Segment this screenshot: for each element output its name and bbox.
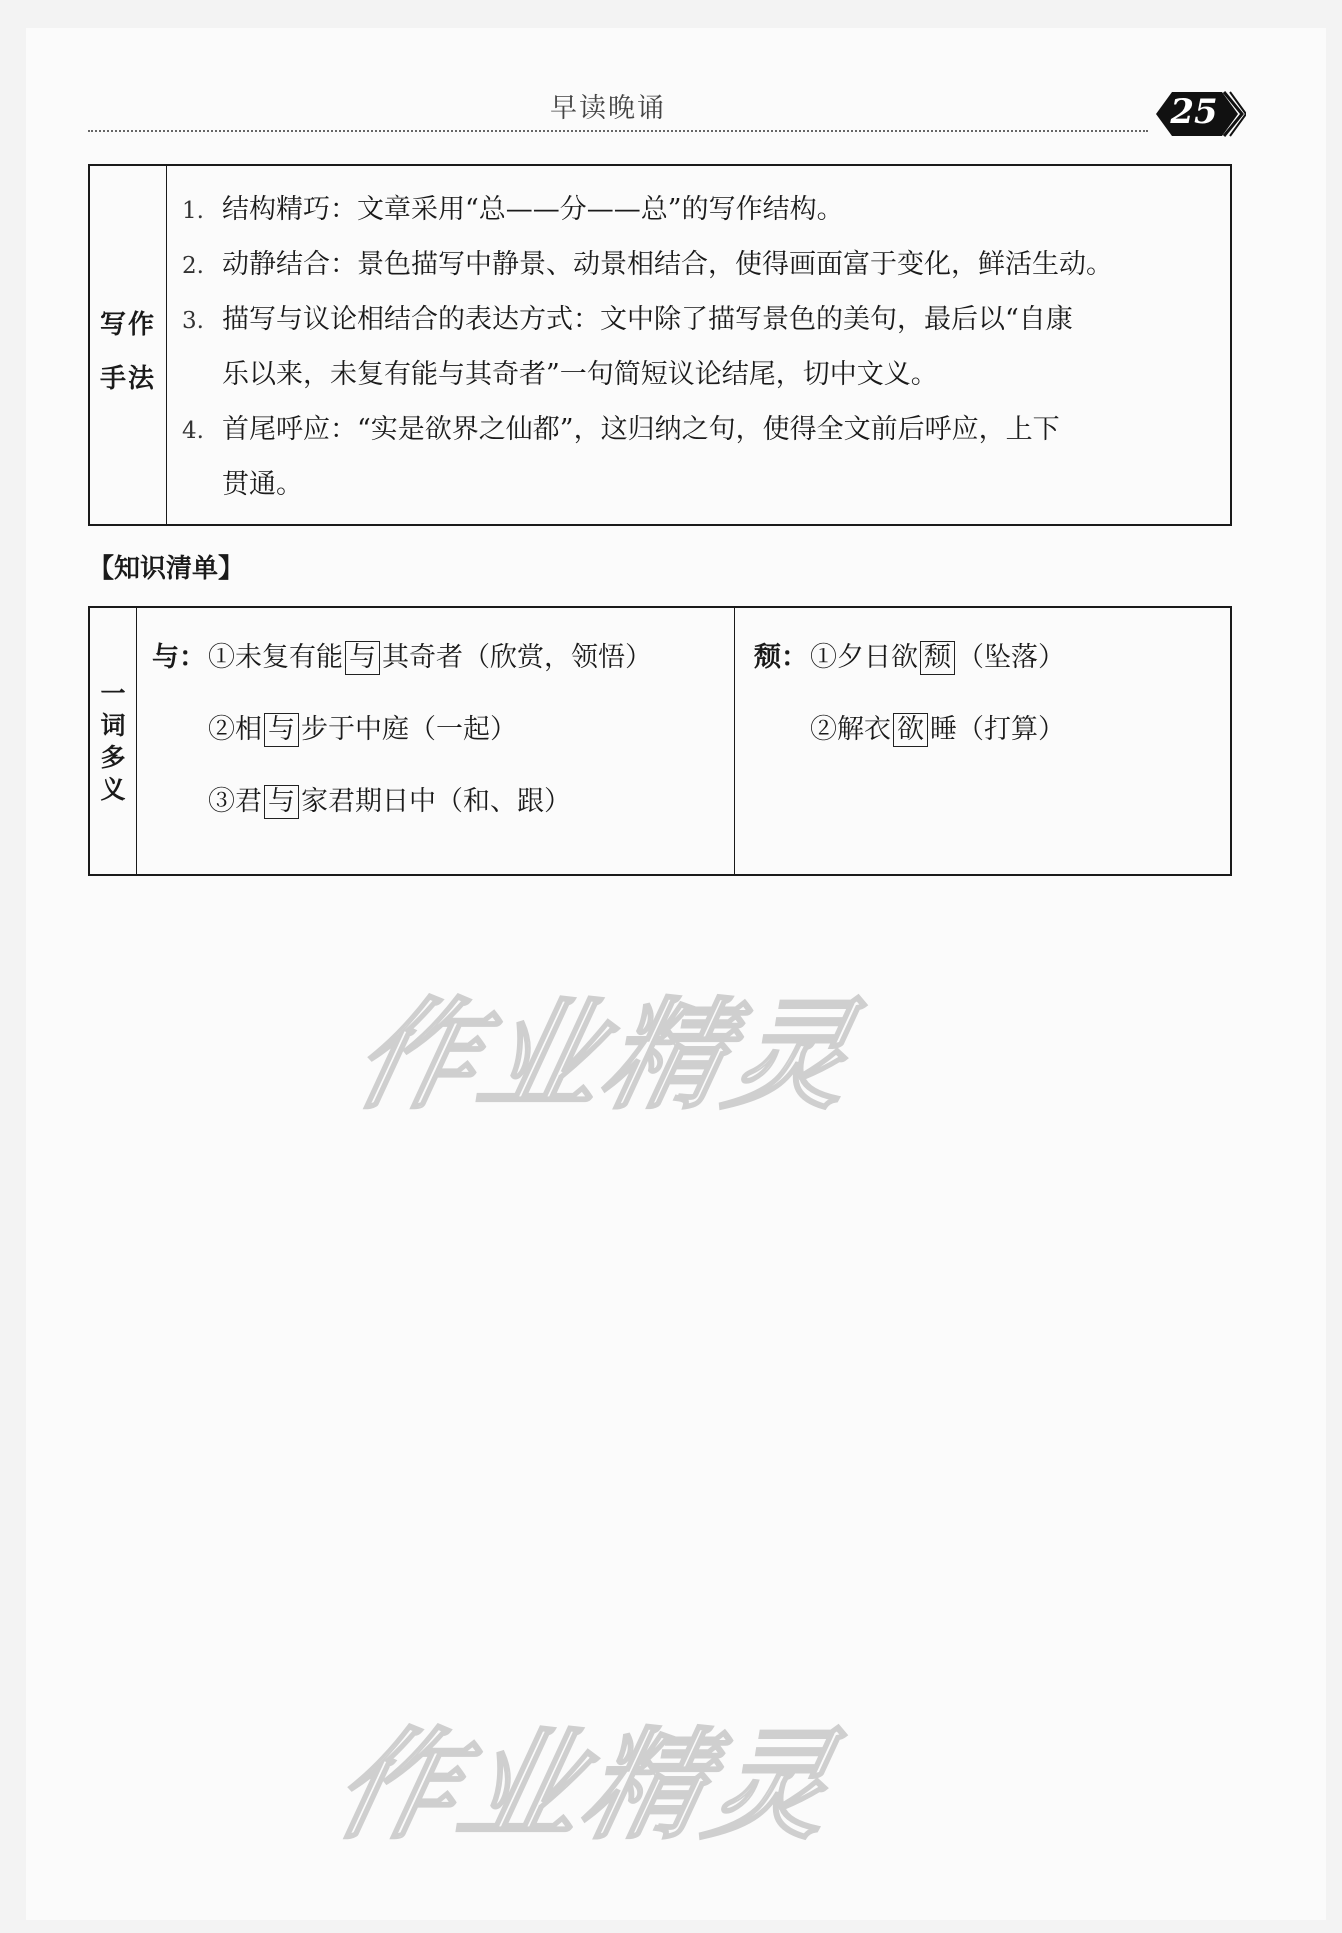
writing-techniques-list (182, 182, 1222, 512)
writing-techniques-label-line1: 写作 (99, 310, 156, 340)
writing-techniques-table (88, 164, 1232, 526)
list-item-continuation: 乐以来，未复有能与其奇者”一句简短议论结尾，切中文义。 (222, 359, 938, 390)
watermark: 作业精灵 (342, 987, 869, 1126)
polysemy-column-yu (152, 622, 652, 838)
writing-techniques-header-cell (90, 166, 167, 524)
boxed-key-char: 颓 (920, 641, 955, 675)
list-item: 1. 结构精巧：文章采用“总——分——总”的写作结构。 (182, 194, 844, 225)
list-item: 4. 首尾呼应：“实是欲界之仙都”，这归纳之句，使得全文前后呼应，上下 (182, 414, 1060, 445)
polysemy-entry: ②相 与 步于中庭（一起） (208, 714, 517, 745)
page-number: 25 (1170, 92, 1218, 132)
column-divider (734, 608, 735, 874)
writing-techniques-label-line2: 手法 (99, 364, 156, 394)
list-item: 2. 动静结合：景色描写中静景、动景相结合，使得画面富于变化，鲜活生动。 (182, 249, 1113, 280)
polysemy-column-tui (754, 622, 1065, 766)
polysemy-header-cell (90, 608, 137, 874)
polysemy-entry: ②解衣 欲 睡（打算） (810, 714, 1065, 745)
boxed-key-char: 与 (264, 713, 299, 747)
polysemy-entry: 颓：①夕日欲 颓 （坠落） (754, 622, 1065, 694)
boxed-key-char: 欲 (893, 713, 928, 747)
boxed-key-char: 与 (345, 641, 380, 675)
headword: 颓： (754, 642, 808, 673)
watermark: 作业精灵 (322, 1717, 849, 1856)
list-item: 3. 描写与议论相结合的表达方式：文中除了描写景色的美句，最后以“自康 (182, 304, 1073, 335)
headword: 与： (152, 642, 206, 673)
section-title: 【知识清单】 (88, 554, 245, 584)
polysemy-entry: ③君 与 家君期日中（和、跟） (208, 786, 571, 817)
header-title: 早读晚诵 (550, 93, 666, 124)
list-item-continuation: 贯通。 (222, 469, 303, 500)
polysemy-label: 一 词 多 义 (100, 679, 126, 804)
polysemy-table (88, 606, 1232, 876)
page-header (88, 62, 1228, 132)
header-dotted-rule (88, 130, 1148, 132)
boxed-key-char: 与 (264, 785, 299, 819)
polysemy-entry: 与：①未复有能 与 其奇者（欣赏，领悟） (152, 622, 652, 694)
